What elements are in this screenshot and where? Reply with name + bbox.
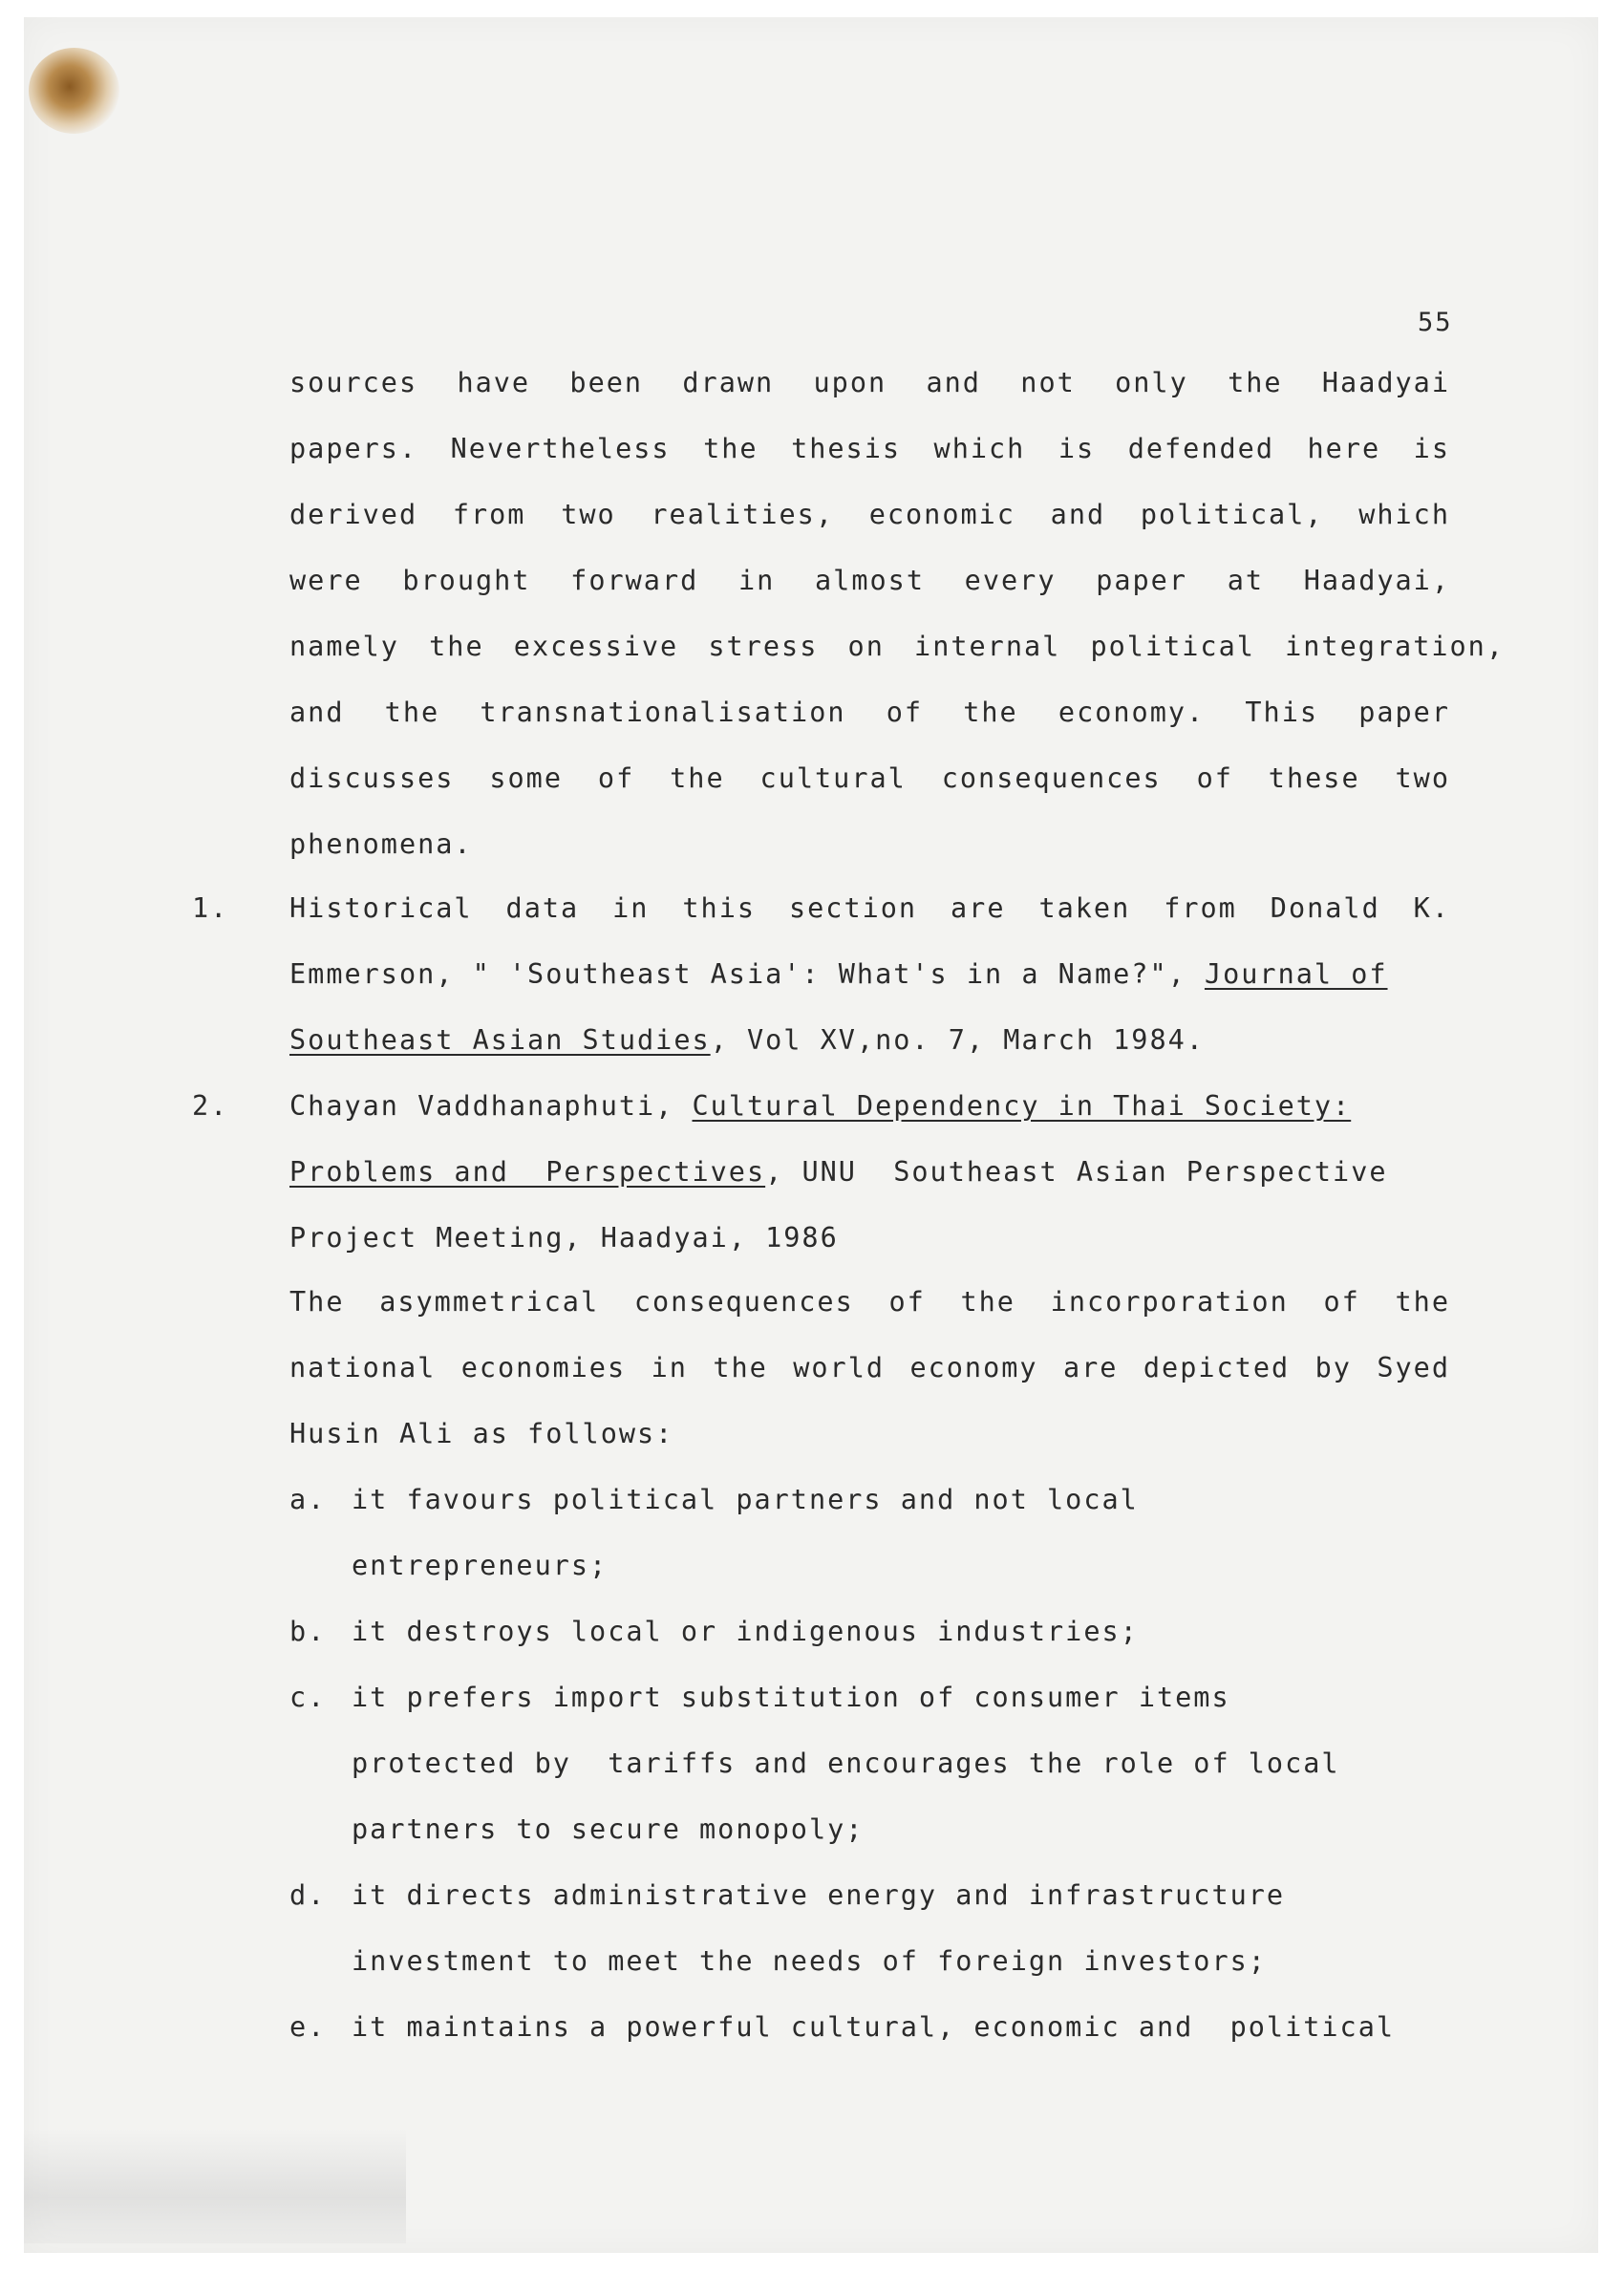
list-marker: c.: [289, 1682, 327, 1713]
note-line: [289, 958, 1388, 990]
list-marker: a.: [289, 1484, 327, 1515]
journal-title: Journal of: [1204, 958, 1388, 990]
text-line: Husin Ali as follows:: [289, 1418, 674, 1449]
list-item-line: it directs administrative energy and infrastructure: [352, 1879, 1286, 1911]
text-line: namely the excessive stress on internal political integration,: [289, 631, 1505, 662]
scan-shadow: [24, 2129, 406, 2243]
text-line: derived from two realities, economic and political, which: [289, 499, 1450, 530]
list-item-line: partners to secure monopoly;: [352, 1813, 865, 1845]
list-item-line: entrepreneurs;: [352, 1550, 609, 1581]
list-item-line: protected by tariffs and encourages the role of local: [352, 1748, 1340, 1779]
paper-stain: [29, 48, 119, 134]
text-line: phenomena.: [289, 828, 473, 860]
text-line: and the transnationalisation of the economy. This paper: [289, 697, 1450, 728]
note-number: 2.: [192, 1090, 229, 1122]
list-item-line: it destroys local or indigenous industries;: [352, 1616, 1139, 1647]
journal-title: Southeast Asian Studies: [289, 1024, 711, 1056]
work-title: Problems and Perspectives: [289, 1156, 766, 1188]
note-line: [289, 1024, 1205, 1056]
list-item-line: it prefers import substitution of consumer items: [352, 1682, 1230, 1713]
text-line: national economies in the world economy are depicted by Syed: [289, 1352, 1450, 1383]
text-line: papers. Nevertheless the thesis which is defended here is: [289, 433, 1450, 464]
list-marker: b.: [289, 1616, 327, 1647]
work-title: Cultural Dependency in Thai Society:: [692, 1090, 1352, 1122]
text-line: The asymmetrical consequences of the incorporation of the: [289, 1286, 1450, 1318]
text-line: were brought forward in almost every paper at Haadyai,: [289, 565, 1450, 596]
list-item-line: it maintains a powerful cultural, economic and political: [352, 2011, 1396, 2043]
note-text: , Vol XV,no. 7, March 1984.: [710, 1024, 1205, 1056]
note-line: [289, 1090, 1351, 1122]
page-number: 55: [1418, 308, 1453, 337]
page-sheet: [24, 17, 1598, 2253]
note-text: Chayan Vaddhanaphuti,: [289, 1090, 693, 1122]
note-line: Historical data in this section are taken from Donald K.: [289, 892, 1450, 924]
list-item-line: investment to meet the needs of foreign investors;: [352, 1945, 1267, 1977]
note-line: Project Meeting, Haadyai, 1986: [289, 1222, 839, 1254]
list-marker: e.: [289, 2011, 327, 2043]
note-number: 1.: [192, 892, 229, 924]
text-line: discusses some of the cultural consequences of these two: [289, 762, 1450, 794]
note-line: [289, 1156, 1388, 1188]
text-line: sources have been drawn upon and not only the Haadyai: [289, 367, 1450, 398]
note-text: Emmerson, " 'Southeast Asia': What's in a Name?",: [289, 958, 1205, 990]
note-text: , UNU Southeast Asian Perspective: [765, 1156, 1388, 1188]
list-marker: d.: [289, 1879, 327, 1911]
list-item-line: it favours political partners and not local: [352, 1484, 1139, 1515]
